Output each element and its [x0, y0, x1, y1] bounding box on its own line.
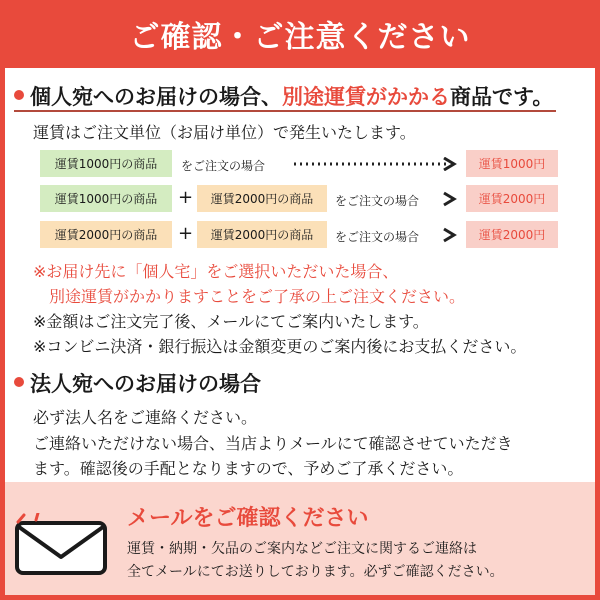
- section-divider: [14, 110, 556, 112]
- plus-sign: +: [178, 223, 194, 244]
- envelope-icon: [14, 513, 110, 577]
- info-note: ※金額はご注文完了後、メールにてご案内いたします。: [33, 312, 429, 331]
- fee-result-box: 運賃2000円: [466, 221, 558, 248]
- fee-result-box: 運賃2000円: [466, 185, 558, 212]
- fee-item-box: 運賃1000円の商品: [40, 150, 172, 177]
- dotted-arrow-icon: [292, 157, 462, 171]
- individual-heading-main: 個人宛へのお届けの場合、: [30, 85, 282, 109]
- corporate-heading: 法人宛へのお届けの場合: [30, 372, 261, 396]
- fee-result-box: 運賃1000円: [466, 150, 558, 177]
- mail-notice-text: 全てメールにてお送りしております。必ずご確認ください。: [127, 564, 504, 580]
- individual-heading: [30, 81, 553, 111]
- fee-item-box: 運賃1000円の商品: [40, 185, 172, 212]
- mail-notice-title: メールをご確認ください: [127, 506, 369, 531]
- order-case-label: をご注文の場合: [181, 159, 266, 173]
- warning-note: 別途運賃がかかりますことをご了承の上ご注文ください。: [33, 287, 466, 306]
- arrow-icon: [440, 227, 460, 243]
- corporate-note: ます。確認後の手配となりますので、予めご了承ください。: [33, 459, 464, 478]
- fee-item-box: 運賃2000円の商品: [197, 185, 327, 212]
- mail-notice-text: 運賃・納期・欠品のご案内などご注文に関するご連絡は: [127, 541, 477, 557]
- fee-item-box: 運賃2000円の商品: [40, 221, 172, 248]
- page-title: ご確認・ご注意ください: [129, 20, 471, 55]
- warning-note: ※お届け先に「個人宅」をご選択いただいた場合、: [33, 262, 399, 281]
- info-note: ※コンビニ決済・銀行振込は金額変更のご案内後にお支払ください。: [33, 337, 527, 356]
- order-case-label: をご注文の場合: [335, 230, 420, 244]
- page-title-banner: [0, 0, 600, 68]
- arrow-icon: [440, 191, 460, 207]
- bullet-icon: [14, 90, 24, 100]
- individual-heading-tail: 商品です。: [450, 85, 554, 109]
- corporate-note: 必ず法人名をご連絡ください。: [33, 408, 258, 427]
- fee-item-box: 運賃2000円の商品: [197, 221, 327, 248]
- individual-heading-accent: 別途運賃がかかる: [282, 85, 450, 109]
- fee-unit-note: 運賃はご注文単位（お届け単位）で発生いたします。: [33, 123, 416, 142]
- bullet-icon: [14, 377, 24, 387]
- plus-sign: +: [178, 187, 194, 208]
- corporate-note: ご連絡いただけない場合、当店よりメールにて確認させていただき: [33, 434, 513, 453]
- order-case-label: をご注文の場合: [335, 194, 420, 208]
